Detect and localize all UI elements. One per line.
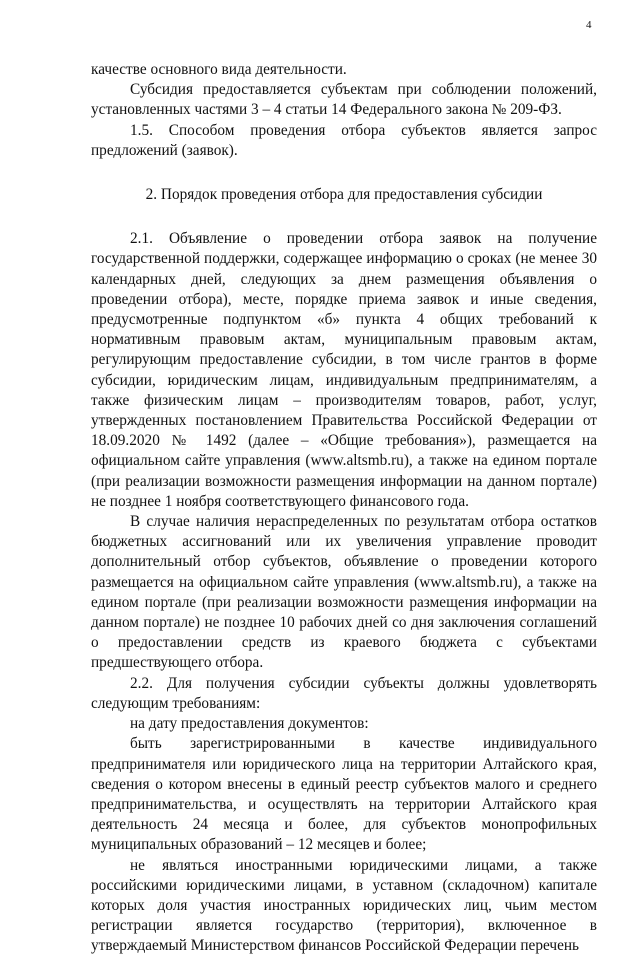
paragraph-1-5: 1.5. Способом проведения отбора субъектов является запрос предложений (заявок). — [91, 121, 597, 159]
paragraph-additional-selection: В случае наличия нераспределенных по результатам отбора остатков бюджетных ассигнований или их увеличения управление проводит дополнительный отбор субъектов, объявление о проведении которого размещается на официальном сайте управления (www.altsmb.ru), а также на едином портале (при реализации возможности размещения информации на данном портале) не позднее 10 рабочих дней со дня заключения соглашений о предоставлении средств из краевого бюджета с субъектами предшествующего отбора. — [91, 513, 597, 672]
paragraph-foreign-entity-requirement: не являться иностранными юридическими лицами, а также российскими юридическими лицами, в уставном (складочном) капитале которых доля участия иностранных юридических лиц, чьим местом регистрации является государство (территория), включенное в утверждаемый Министерством финансов Российской Федерации перечень — [91, 856, 597, 955]
document-body — [91, 60, 597, 957]
paragraph-document-date: на дату предоставления документов: — [130, 715, 369, 733]
section-heading: 2. Порядок проведения отбора для предоставления субсидии — [145, 186, 543, 204]
paragraph-2-2: 2.2. Для получения субсидии субъекты должны удовлетворять следующим требованиям: — [91, 674, 597, 712]
paragraph-subsidy-conditions: Субсидия предоставляется субъектам при соблюдении положений, установленных частями 3 – 4 статьи 14 Федерального закона № 209-ФЗ. — [91, 81, 597, 119]
paragraph-2-1: 2.1. Объявление о проведении отбора заявок на получение государственной поддержки, содержащее информацию о сроках (не менее 30 календарных дней, следующих за днем размещения объявления о проведении отбора), месте, порядке приема заявок и иные сведения, предусмотренные подпунктом «б» пункта 4 общих требований к нормативным правовым актам, муниципальным правовым актам, регулирующим предоставление субсидии, в том числе грантов в форме субсидии, юридическим лицам, индивидуальным предпринимателям, а также физическим лицам – производителям товаров, работ, услуг, утвержденных постановлением Правительства Российской Федерации от 18.09.2020 № 1492 (далее – «Общие требования»), размещается на официальном сайте управления (www.altsmb.ru), а также на едином портале (при реализации возможности размещения информации на данном портале) не позднее 1 ноября соответствующего финансового года. — [91, 230, 597, 510]
paragraph-continuation: качестве основного вида деятельности. — [91, 61, 347, 78]
paragraph-registration-requirement: быть зарегистрированными в качестве индивидуального предпринимателя или юридического лица на территории Алтайского края, сведения о котором внесены в единый реестр субъектов малого и среднего предпринимательства, и осуществлять на территории Алтайского края деятельность 24 месяца и более, для субъектов монопрофильных муниципальных образований – 12 месяцев и более; — [91, 735, 597, 854]
page-number: 4 — [586, 19, 592, 31]
